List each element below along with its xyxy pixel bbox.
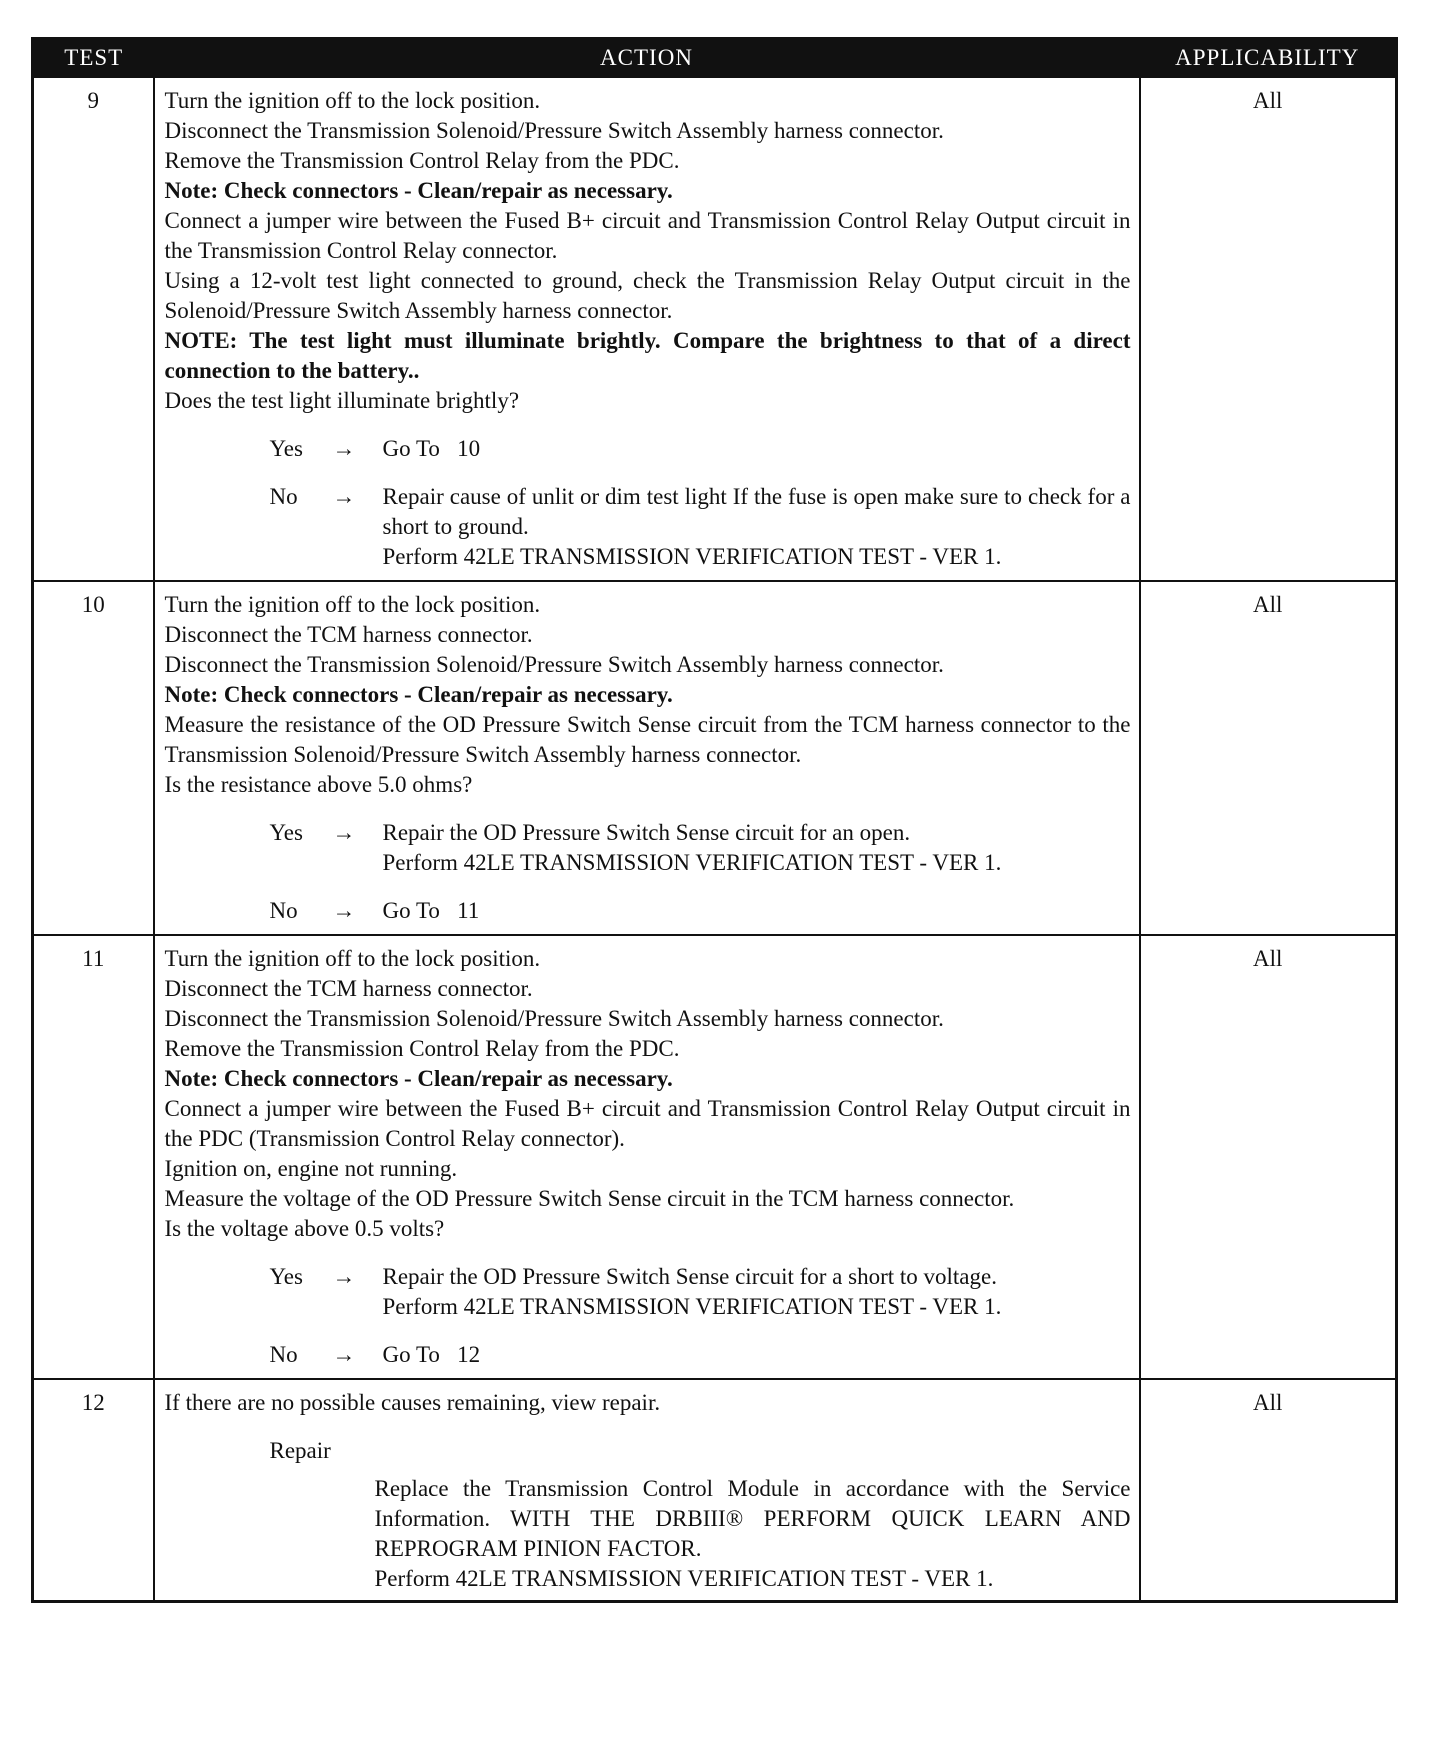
action-step: Measure the voltage of the OD Pressure Switch Sense circuit in the TCM harness connector. [164, 1186, 1015, 1211]
action-step: Connect a jumper wire between the Fused B+ circuit and Transmission Control Relay Output circuit in the PDC (Transmission Control Relay connector). [164, 1096, 1131, 1151]
arrow-icon: → [332, 1342, 356, 1367]
test-number: 10 [33, 581, 154, 935]
answer-label: No [269, 1342, 298, 1367]
header-test: TEST [33, 39, 154, 78]
action-step: Disconnect the Transmission Solenoid/Pressure Switch Assembly harness connector. [164, 118, 944, 143]
header-applicability: APPLICABILITY [1140, 39, 1397, 78]
result-line: Repair the OD Pressure Switch Sense circuit for a short to voltage. [382, 1264, 997, 1289]
arrow-icon: → [332, 898, 356, 923]
answer-no [270, 482, 1131, 572]
action-step: Disconnect the TCM harness connector. [164, 622, 533, 647]
action-step: Measure the resistance of the OD Pressure Switch Sense circuit from the TCM harness connector to the Transmission Solenoid/Pressure Switch Assembly harness connector. [164, 712, 1131, 767]
answer-label: Yes [269, 436, 303, 461]
header-action: ACTION [154, 39, 1140, 78]
action-step: Turn the ignition off to the lock position. [164, 88, 541, 113]
answer-yes [270, 818, 1131, 878]
arrow-icon: → [332, 1264, 356, 1289]
action-question: Is the resistance above 5.0 ohms? [164, 772, 473, 797]
table-row [33, 77, 1397, 581]
answer-no [270, 896, 1131, 926]
repair-instructions [375, 1474, 1131, 1594]
test-number: 12 [33, 1379, 154, 1602]
table-header-row [33, 39, 1397, 78]
action-cell [154, 581, 1140, 935]
action-note: Note: Check connectors - Clean/repair as necessary. [164, 178, 673, 203]
result-line: Repair cause of unlit or dim test light If the fuse is open make sure to check for a short to ground. [382, 484, 1131, 539]
answer-yes [270, 434, 1131, 464]
action-step: Disconnect the Transmission Solenoid/Pressure Switch Assembly harness connector. [164, 1006, 944, 1031]
result-line: Go To 11 [382, 898, 480, 923]
applicability: All [1140, 77, 1397, 581]
action-step: Turn the ignition off to the lock position. [164, 946, 541, 971]
result-line: Perform 42LE TRANSMISSION VERIFICATION TEST - VER 1. [382, 850, 1002, 875]
result-line: Go To 10 [382, 436, 481, 461]
action-note: NOTE: The test light must illuminate brightly. Compare the brightness to that of a direct connection to the battery.. [164, 328, 1131, 383]
result-line: Go To 12 [382, 1342, 481, 1367]
test-number: 11 [33, 935, 154, 1379]
arrow-icon: → [332, 436, 356, 461]
answer-result [383, 896, 1131, 926]
table-row [33, 581, 1397, 935]
table-row [33, 1379, 1397, 1602]
action-cell [154, 1379, 1140, 1602]
action-step: Ignition on, engine not running. [164, 1156, 458, 1181]
answer-result [383, 482, 1131, 572]
applicability: All [1140, 935, 1397, 1379]
answer-result [383, 1262, 1131, 1322]
repair-line: Perform 42LE TRANSMISSION VERIFICATION TEST - VER 1. [374, 1566, 994, 1591]
answer-result [383, 1340, 1131, 1370]
action-step: Using a 12-volt test light connected to ground, check the Transmission Relay Output circuit in the Solenoid/Pressure Switch Assembly harness connector. [164, 268, 1131, 323]
applicability: All [1140, 1379, 1397, 1602]
diagnostic-table-page [31, 37, 1395, 1603]
table-row [33, 935, 1397, 1379]
answers [165, 1262, 1131, 1370]
action-step: If there are no possible causes remaining, view repair. [164, 1390, 661, 1415]
answer-result [383, 434, 1131, 464]
action-step: Disconnect the Transmission Solenoid/Pressure Switch Assembly harness connector. [164, 652, 944, 677]
action-question: Is the voltage above 0.5 volts? [164, 1216, 445, 1241]
action-note: Note: Check connectors - Clean/repair as necessary. [164, 1066, 673, 1091]
diagnostic-test-table [31, 37, 1398, 1603]
arrow-icon: → [332, 820, 356, 845]
repair-line: Replace the Transmission Control Module in accordance with the Service Information. WITH THE DRBIII® PERFORM QUICK LEARN AND REPROGRAM PINION FACTOR. [374, 1476, 1131, 1561]
action-step: Remove the Transmission Control Relay from the PDC. [164, 1036, 680, 1061]
repair-label: Repair [269, 1438, 331, 1463]
action-cell [154, 935, 1140, 1379]
action-step: Remove the Transmission Control Relay from the PDC. [164, 148, 680, 173]
applicability: All [1140, 581, 1397, 935]
answers [165, 818, 1131, 926]
answer-yes [270, 1262, 1131, 1322]
action-step: Turn the ignition off to the lock position. [164, 592, 541, 617]
result-line: Perform 42LE TRANSMISSION VERIFICATION TEST - VER 1. [382, 1294, 1002, 1319]
action-cell [154, 77, 1140, 581]
answer-label: No [269, 898, 298, 923]
arrow-icon: → [332, 484, 356, 509]
answer-label: Yes [269, 1264, 303, 1289]
action-step: Disconnect the TCM harness connector. [164, 976, 533, 1001]
test-number: 9 [33, 77, 154, 581]
action-question: Does the test light illuminate brightly? [164, 388, 520, 413]
answer-label: No [269, 484, 298, 509]
answer-no [270, 1340, 1131, 1370]
action-step: Connect a jumper wire between the Fused B+ circuit and Transmission Control Relay Output circuit in the Transmission Control Relay connector. [164, 208, 1131, 263]
answers [165, 434, 1131, 572]
answer-result [383, 818, 1131, 878]
result-line: Repair the OD Pressure Switch Sense circuit for an open. [382, 820, 911, 845]
answer-label: Yes [269, 820, 303, 845]
result-line: Perform 42LE TRANSMISSION VERIFICATION TEST - VER 1. [382, 544, 1002, 569]
action-note: Note: Check connectors - Clean/repair as necessary. [164, 682, 673, 707]
